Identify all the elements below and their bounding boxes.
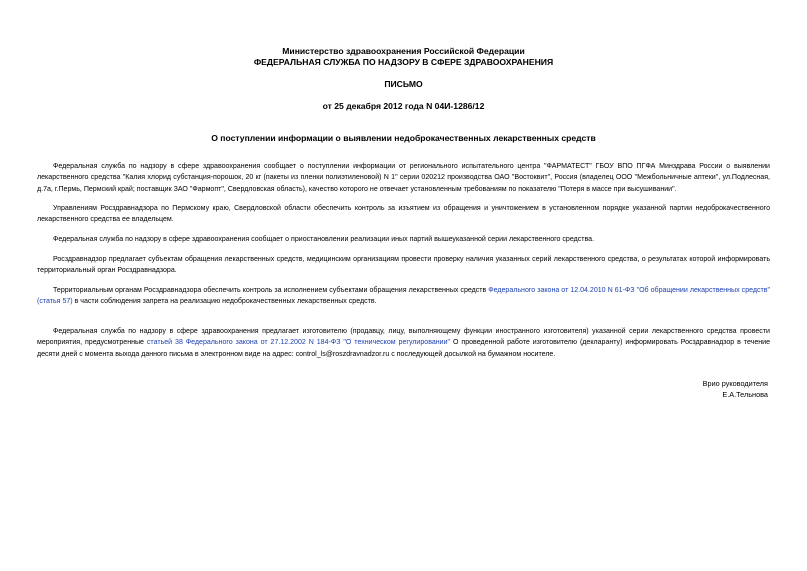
federal-law-61-fz-link[interactable]: Федерального закона от 12.04.2010 N 61-ФЗ "Об обращении лекарственных средств" — [488, 287, 770, 294]
ministry-name: Министерство здравоохранения Российской Федерации — [282, 46, 525, 56]
article-57-link[interactable]: (статья 57) — [37, 298, 73, 306]
federal-law-184-fz-link[interactable]: статьей 38 Федерального закона от 27.12.2002 N 184-ФЗ "О техническом регулировании" — [146, 339, 451, 347]
paragraph-1: Федеральная служба по надзору в сфере здравоохранения сообщает о поступлении информации от регионального испытательного центра "ФАРМАТЕСТ" ГБОУ ВПО ПГФА Минздрава России о выявлении лекарственного средства "Калия хлорид субстанция-порошок, 20 кг (пакеты из пленки полиэтиленовой) N 1" серии 020212 производства ОАО "Востоквит", Россия (владелец ООО "Межбольничные аптеки", ул.Подлесная, д.7а, г.Пермь, Пермский край; поставщик ЗАО "Фармопт", Свердловская область), качество которого не отвечает установленным требованиям по показателю "Потеря в массе при высушивании". — [37, 163, 770, 193]
paragraph-4: Росздравнадзор предлагает субъектам обращения лекарственных средств, медицинским организациям провести проверку наличия указанных серий лекарственного средства, о результатах которой информировать территориальный орган Росздравнадзора. — [37, 256, 770, 275]
paragraph-5-text-after: в части соблюдения запрета на реализацию недоброкачественных лекарственных средств. — [72, 298, 377, 306]
signature-position: Врио руководителя — [702, 379, 768, 388]
document-date-number: от 25 декабря 2012 года N 04И-1286/12 — [322, 101, 485, 111]
paragraph-6-text-after: О проведенной работе изготовителю (декларанту) информировать Росздравнадзор в течение десяти дней с момента выхода данного письма в электронном виде на адрес: control_ls@roszdravnadzor.ru с последующей досылкой на бумажном носителе. — [37, 339, 770, 358]
paragraph-6-text-before: Федеральная служба по надзору в сфере здравоохранения предлагает изготовителю (продавцу, лицу, выполняющему функции иностранного изготовителя) указанной серии лекарственного средства провести мероприятия, предусмотренные — [37, 328, 770, 347]
paragraph-2: Управлениям Росздравнадзора по Пермскому краю, Свердловской области обеспечить контроль за изъятием из обращения и уничтожением в установленном порядке указанной партии недоброкачественного лекарственного средства ее владельцем. — [37, 205, 770, 224]
document-type: ПИСЬМО — [384, 79, 423, 89]
service-name: ФЕДЕРАЛЬНАЯ СЛУЖБА ПО НАДЗОРУ В СФЕРЕ ЗДРАВООХРАНЕНИЯ — [253, 57, 554, 67]
paragraph-5 — [37, 285, 770, 308]
signature-name: Е.А.Тельнова — [722, 390, 768, 399]
paragraph-6 — [37, 326, 770, 360]
paragraph-5-text-before: Территориальным органам Росздравнадзора обеспечить контроль за исполнением субъектами обращения лекарственных средств — [53, 287, 489, 294]
document-subject: О поступлении информации о выявлении недоброкачественных лекарственных средств — [211, 133, 596, 143]
paragraph-3: Федеральная служба по надзору в сфере здравоохранения сообщает о приостановлении реализации иных партий вышеуказанной серии лекарственного средства. — [53, 236, 595, 243]
